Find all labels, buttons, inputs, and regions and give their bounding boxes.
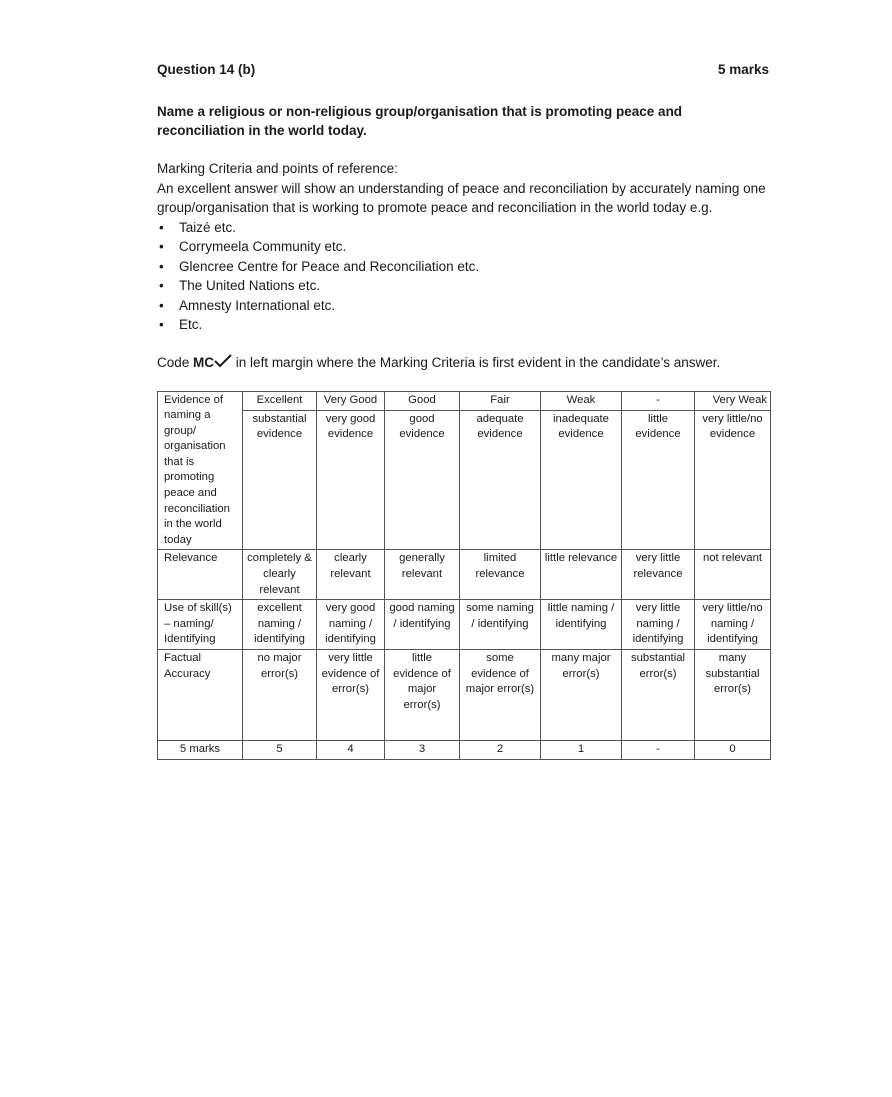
rubric-row-accuracy bbox=[158, 650, 771, 741]
rubric-cell: many major error(s) bbox=[541, 650, 622, 741]
rubric-cell: no major error(s) bbox=[243, 650, 317, 741]
criterion-skills: Use of skill(s) – naming/ Identifying bbox=[158, 600, 243, 650]
rubric-cell: very little relevance bbox=[622, 550, 695, 600]
code-suffix: in left margin where the Marking Criteria is first evident in the candidate’s answer. bbox=[232, 354, 721, 370]
rubric-cell: very little evidence of error(s) bbox=[317, 650, 385, 741]
rubric-marks-row bbox=[158, 741, 771, 760]
example-item: • The United Nations etc. bbox=[157, 276, 769, 296]
rubric-cell: clearly relevant bbox=[317, 550, 385, 600]
rubric-cell: good naming / identifying bbox=[385, 600, 460, 650]
example-item: • Corrymeela Community etc. bbox=[157, 237, 769, 257]
rubric-cell: very little naming / identifying bbox=[622, 600, 695, 650]
rubric-cell: adequate evidence bbox=[460, 410, 541, 550]
marks-label: 5 marks bbox=[158, 741, 243, 760]
marking-scheme-page bbox=[157, 62, 769, 760]
rubric-cell: many substantial error(s) bbox=[695, 650, 771, 741]
mark-value: 0 bbox=[695, 741, 771, 760]
criterion-evidence: Evidence of naming a group/ organisation that is promoting peace and reconciliation in the world today bbox=[158, 391, 243, 550]
mark-value: 2 bbox=[460, 741, 541, 760]
code-instruction bbox=[157, 353, 769, 373]
criterion-relevance: Relevance bbox=[158, 550, 243, 600]
rubric-cell: substantial evidence bbox=[243, 410, 317, 550]
mark-value: 5 bbox=[243, 741, 317, 760]
level-header: Very Good bbox=[317, 391, 385, 410]
rubric-cell: inadequate evidence bbox=[541, 410, 622, 550]
level-header: Excellent bbox=[243, 391, 317, 410]
rubric-cell: good evidence bbox=[385, 410, 460, 550]
rubric-cell: completely & clearly relevant bbox=[243, 550, 317, 600]
mark-value: 1 bbox=[541, 741, 622, 760]
question-marks: 5 marks bbox=[717, 62, 769, 77]
rubric-cell: substantial error(s) bbox=[622, 650, 695, 741]
criterion-accuracy: Factual Accuracy bbox=[158, 650, 243, 741]
level-header: Fair bbox=[460, 391, 541, 410]
rubric-cell: little evidence bbox=[622, 410, 695, 550]
checkmark-icon bbox=[214, 354, 232, 373]
criteria-intro: An excellent answer will show an understanding of peace and reconciliation by accurately naming one group/organisation that is working to promote peace and reconciliation in the world today e.g. bbox=[157, 180, 766, 215]
level-header: - bbox=[622, 391, 695, 410]
rubric-cell: limited relevance bbox=[460, 550, 541, 600]
rubric-cell: some naming / identifying bbox=[460, 600, 541, 650]
example-item: • Etc. bbox=[157, 315, 769, 335]
example-item: • Taizé etc. bbox=[157, 218, 769, 238]
rubric-cell: generally relevant bbox=[385, 550, 460, 600]
rubric-row-relevance bbox=[158, 550, 771, 600]
example-item: • Amnesty International etc. bbox=[157, 296, 769, 316]
rubric-cell: very good evidence bbox=[317, 410, 385, 550]
example-item: • Glencree Centre for Peace and Reconciliation etc. bbox=[157, 257, 769, 277]
rubric-row-evidence bbox=[158, 410, 771, 550]
rubric-cell: not relevant bbox=[695, 550, 771, 600]
level-header: Good bbox=[385, 391, 460, 410]
question-number: Question 14 (b) bbox=[157, 62, 256, 77]
rubric-cell: little evidence of major error(s) bbox=[385, 650, 460, 741]
level-header: Weak bbox=[541, 391, 622, 410]
mark-value: 3 bbox=[385, 741, 460, 760]
marking-criteria bbox=[157, 159, 769, 335]
code-prefix: Code bbox=[157, 354, 190, 370]
question-header bbox=[157, 62, 769, 84]
rubric-cell: little naming / identifying bbox=[541, 600, 622, 650]
question-text: Name a religious or non-religious group/organisation that is promoting peace and reconciliation in the world today. bbox=[157, 104, 683, 138]
rubric-table bbox=[157, 391, 771, 760]
example-list bbox=[157, 218, 769, 335]
mark-value: 4 bbox=[317, 741, 385, 760]
rubric-cell: excellent naming / identifying bbox=[243, 600, 317, 650]
rubric-cell: very good naming / identifying bbox=[317, 600, 385, 650]
rubric-cell: some evidence of major error(s) bbox=[460, 650, 541, 741]
mark-value: - bbox=[622, 741, 695, 760]
rubric-cell: very little/no naming / identifying bbox=[695, 600, 771, 650]
code-label: MC bbox=[193, 354, 215, 370]
rubric-row-skills bbox=[158, 600, 771, 650]
rubric-cell: little relevance bbox=[541, 550, 622, 600]
rubric-cell: very little/no evidence bbox=[695, 410, 771, 550]
level-header: Very Weak bbox=[695, 391, 771, 410]
criteria-heading: Marking Criteria and points of reference: bbox=[157, 161, 398, 176]
rubric-header-row bbox=[158, 391, 771, 410]
